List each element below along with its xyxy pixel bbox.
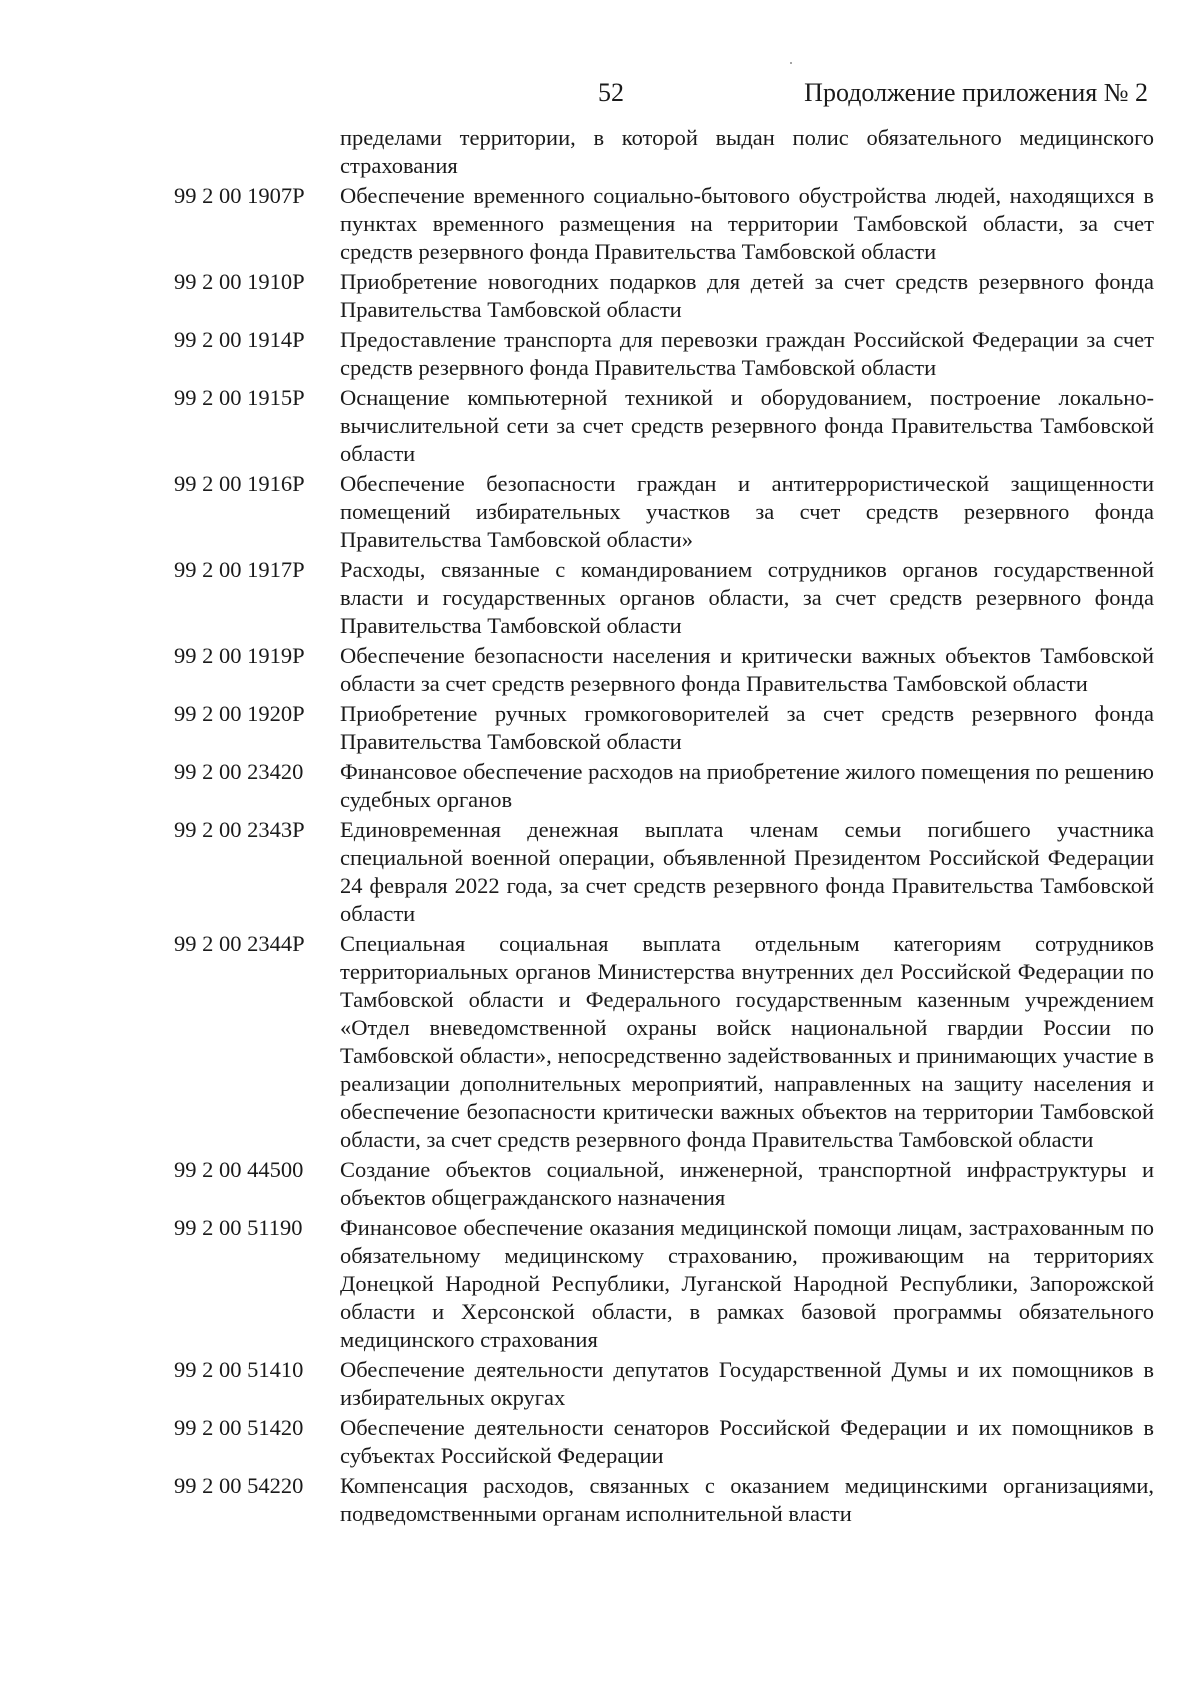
entry-description: Обеспечение деятельности депутатов Государственной Думы и их помощников в избирательных округах [340,1357,1154,1410]
entry-code: 99 2 00 1914Р [174,327,305,352]
entry-code: 99 2 00 51190 [174,1215,303,1240]
entry-description: Приобретение ручных громкоговорителей за счет средств резервного фонда Правительства Тамбовской области [340,701,1154,754]
entry-description: Обеспечение безопасности граждан и антитеррористической защищенности помещений избирательных участков за счет средств резервного фонда Правительства Тамбовской области» [340,471,1154,552]
list-item [174,1472,1154,1528]
entry-code: 99 2 00 2344Р [174,931,305,956]
list-item [174,642,1154,698]
entry-code: 99 2 00 1916Р [174,471,305,496]
entry-description: Расходы, связанные с командированием сотрудников органов государственной власти и государственных органов области, за счет средств резервного фонда Правительства Тамбовской области [340,557,1154,638]
entry-description: Обеспечение временного социально-бытового обустройства людей, находящихся в пунктах временного размещения на территории Тамбовской области, за счет средств резервного фонда Правительства Тамбовской области [340,183,1154,264]
entry-code: 99 2 00 51410 [174,1357,304,1382]
entry-description: Приобретение новогодних подарков для детей за счет средств резервного фонда Правительства Тамбовской области [340,269,1154,322]
entry-code: 99 2 00 1910Р [174,269,305,294]
entry-description: Предоставление транспорта для перевозки граждан Российской Федерации за счет средств резервного фонда Правительства Тамбовской области [340,327,1154,380]
entry-description: Создание объектов социальной, инженерной, транспортной инфраструктуры и объектов общегражданского назначения [340,1157,1154,1210]
entry-description: Оснащение компьютерной техникой и оборудованием, построение локально-вычислительной сети за счет средств резервного фонда Правительства Тамбовской области [340,385,1154,466]
entry-code: 99 2 00 1920Р [174,701,305,726]
entry-code: 99 2 00 2343Р [174,817,305,842]
entry-description: Специальная социальная выплата отдельным категориям сотрудников территориальных органов Министерства внутренних дел Российской Федерации по Тамбовской области и Федерального государственным казенным учреждением «Отдел вневедомственной охраны войск национальной гвардии России по Тамбовской области», непосредственно задействованных и принимающих участие в реализации дополнительных мероприятий, направленных на защиту населения и обеспечение безопасности критически важных объектов на территории Тамбовской области, за счет средств резервного фонда Правительства Тамбовской области [340,931,1154,1152]
entry-description: Обеспечение безопасности населения и критически важных объектов Тамбовской области за счет средств резервного фонда Правительства Тамбовской области [340,643,1154,696]
list-item [174,124,1154,180]
list-item [174,930,1154,1154]
page-header [0,78,1200,114]
list-item [174,1156,1154,1212]
list-item [174,384,1154,468]
entry-description: Компенсация расходов, связанных с оказанием медицинскими организациями, подведомственными органам исполнительной власти [340,1473,1154,1526]
list-item [174,1356,1154,1412]
entry-code: 99 2 00 54220 [174,1473,304,1498]
list-item [174,326,1154,382]
list-item [174,1214,1154,1354]
list-item [174,556,1154,640]
scan-speck [790,62,792,64]
entry-code: 99 2 00 1919Р [174,643,305,668]
entry-code: 99 2 00 1915Р [174,385,305,410]
list-item [174,700,1154,756]
page-number: 52 [598,78,624,107]
list-item [174,182,1154,266]
entry-description: пределами территории, в которой выдан полис обязательного медицинского страхования [340,125,1154,178]
entry-description: Финансовое обеспечение расходов на приобретение жилого помещения по решению судебных органов [340,759,1154,812]
entry-description: Финансовое обеспечение оказания медицинской помощи лицам, застрахованным по обязательному медицинскому страхованию, проживающим на территориях Донецкой Народной Республики, Луганской Народной Республики, Запорожской области и Херсонской области, в рамках базовой программы обязательного медицинского страхования [340,1215,1154,1352]
entry-description: Единовременная денежная выплата членам семьи погибшего участника специальной военной операции, объявленной Президентом Российской Федерации 24 февраля 2022 года, за счет средств резервного фонда Правительства Тамбовской области [340,817,1154,926]
entry-code: 99 2 00 1917Р [174,557,305,582]
entry-code: 99 2 00 23420 [174,759,304,784]
list-item [174,268,1154,324]
list-item [174,758,1154,814]
entry-code: 99 2 00 51420 [174,1415,304,1440]
budget-code-list [174,124,1154,1530]
entry-description: Обеспечение деятельности сенаторов Российской Федерации и их помощников в субъектах Российской Федерации [340,1415,1154,1468]
entry-code: 99 2 00 44500 [174,1157,304,1182]
list-item [174,816,1154,928]
appendix-label: Продолжение приложения № 2 [804,78,1148,107]
list-item [174,470,1154,554]
list-item [174,1414,1154,1470]
entry-code: 99 2 00 1907Р [174,183,305,208]
